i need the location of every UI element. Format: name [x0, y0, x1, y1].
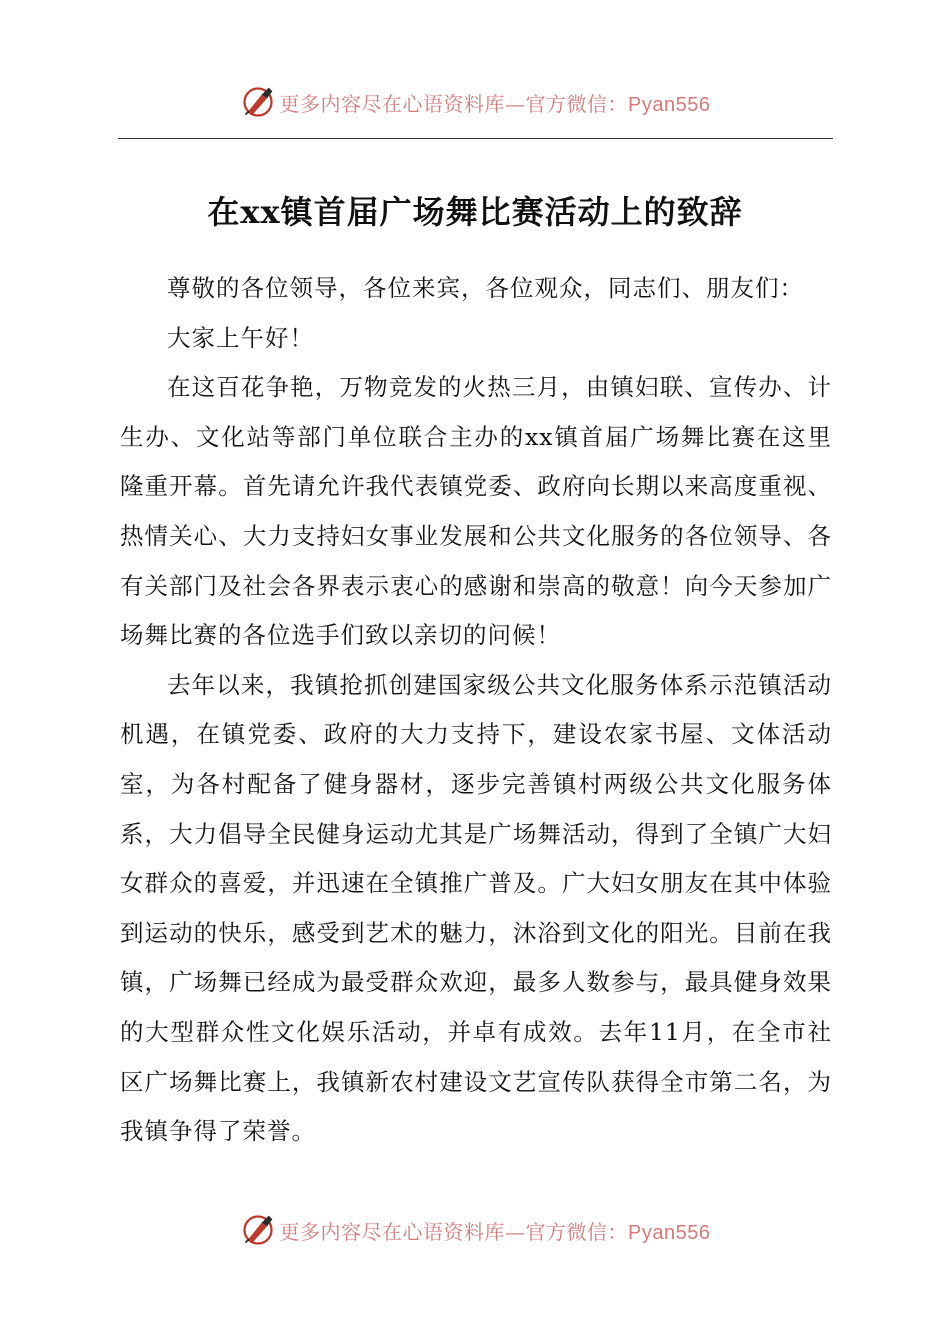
greeting-paragraph: 大家上午好！: [167, 323, 314, 352]
banner-separator: —: [505, 1219, 526, 1244]
banner-separator: —: [505, 91, 526, 116]
banner-wechat-id: Pyan556: [628, 1221, 711, 1244]
banner-wechat-label: 官方微信：: [525, 1219, 629, 1244]
header-banner: [0, 82, 950, 122]
pen-nib-icon: [240, 1212, 276, 1248]
banner-main-text: 更多内容尽在心语资料库: [279, 1219, 506, 1244]
body-paragraph: 去年以来，我镇抢抓创建国家级公共文化服务体系示范镇活动机遇，在镇党委、政府的大力支持下，建设农家书屋、文体活动室，为各村配备了健身器材，逐步完善镇村两级公共文化服务体系，大力倡导全民健身运动尤其是广场舞活动，得到了全镇广大妇女群众的喜爱，并迅速在全镇推广普及。广大妇女朋友在其中体验到运动的快乐，感受到艺术的魅力，沐浴到文化的阳光。目前在我镇，广场舞已经成为最受群众欢迎，最多人数参与，最具健身效果的大型群众性文化娱乐活动，并卓有成效。去年11月，在全市社区广场舞比赛上，我镇新农村建设文艺宣传队获得全市第二名，为我镇争得了荣誉。: [120, 670, 832, 1146]
banner-wechat-id: Pyan556: [628, 93, 711, 116]
document-body: [120, 264, 832, 1157]
banner-text: [280, 1216, 711, 1245]
banner-wechat-label: 官方微信：: [525, 91, 629, 116]
banner-text: [280, 88, 711, 117]
salutation-paragraph: 尊敬的各位领导，各位来宾，各位观众，同志们、朋友们：: [167, 274, 804, 302]
document-title: 在xx镇首届广场舞比赛活动上的致辞: [207, 193, 743, 231]
pen-nib-icon: [240, 84, 276, 120]
header-divider: [118, 138, 833, 139]
banner-main-text: 更多内容尽在心语资料库: [279, 91, 506, 116]
body-paragraph: 在这百花争艳，万物竞发的火热三月，由镇妇联、宣传办、计生办、文化站等部门单位联合主办的xx镇首届广场舞比赛在这里隆重开幕。首先请允许我代表镇党委、政府向长期以来高度重视、热情关心、大力支持妇女事业发展和公共文化服务的各位领导、各有关部门及社会各界表示衷心的感谢和崇高的敬意！向今天参加广场舞比赛的各位选手们致以亲切的问候！: [120, 373, 832, 650]
footer-banner: [0, 1210, 950, 1250]
